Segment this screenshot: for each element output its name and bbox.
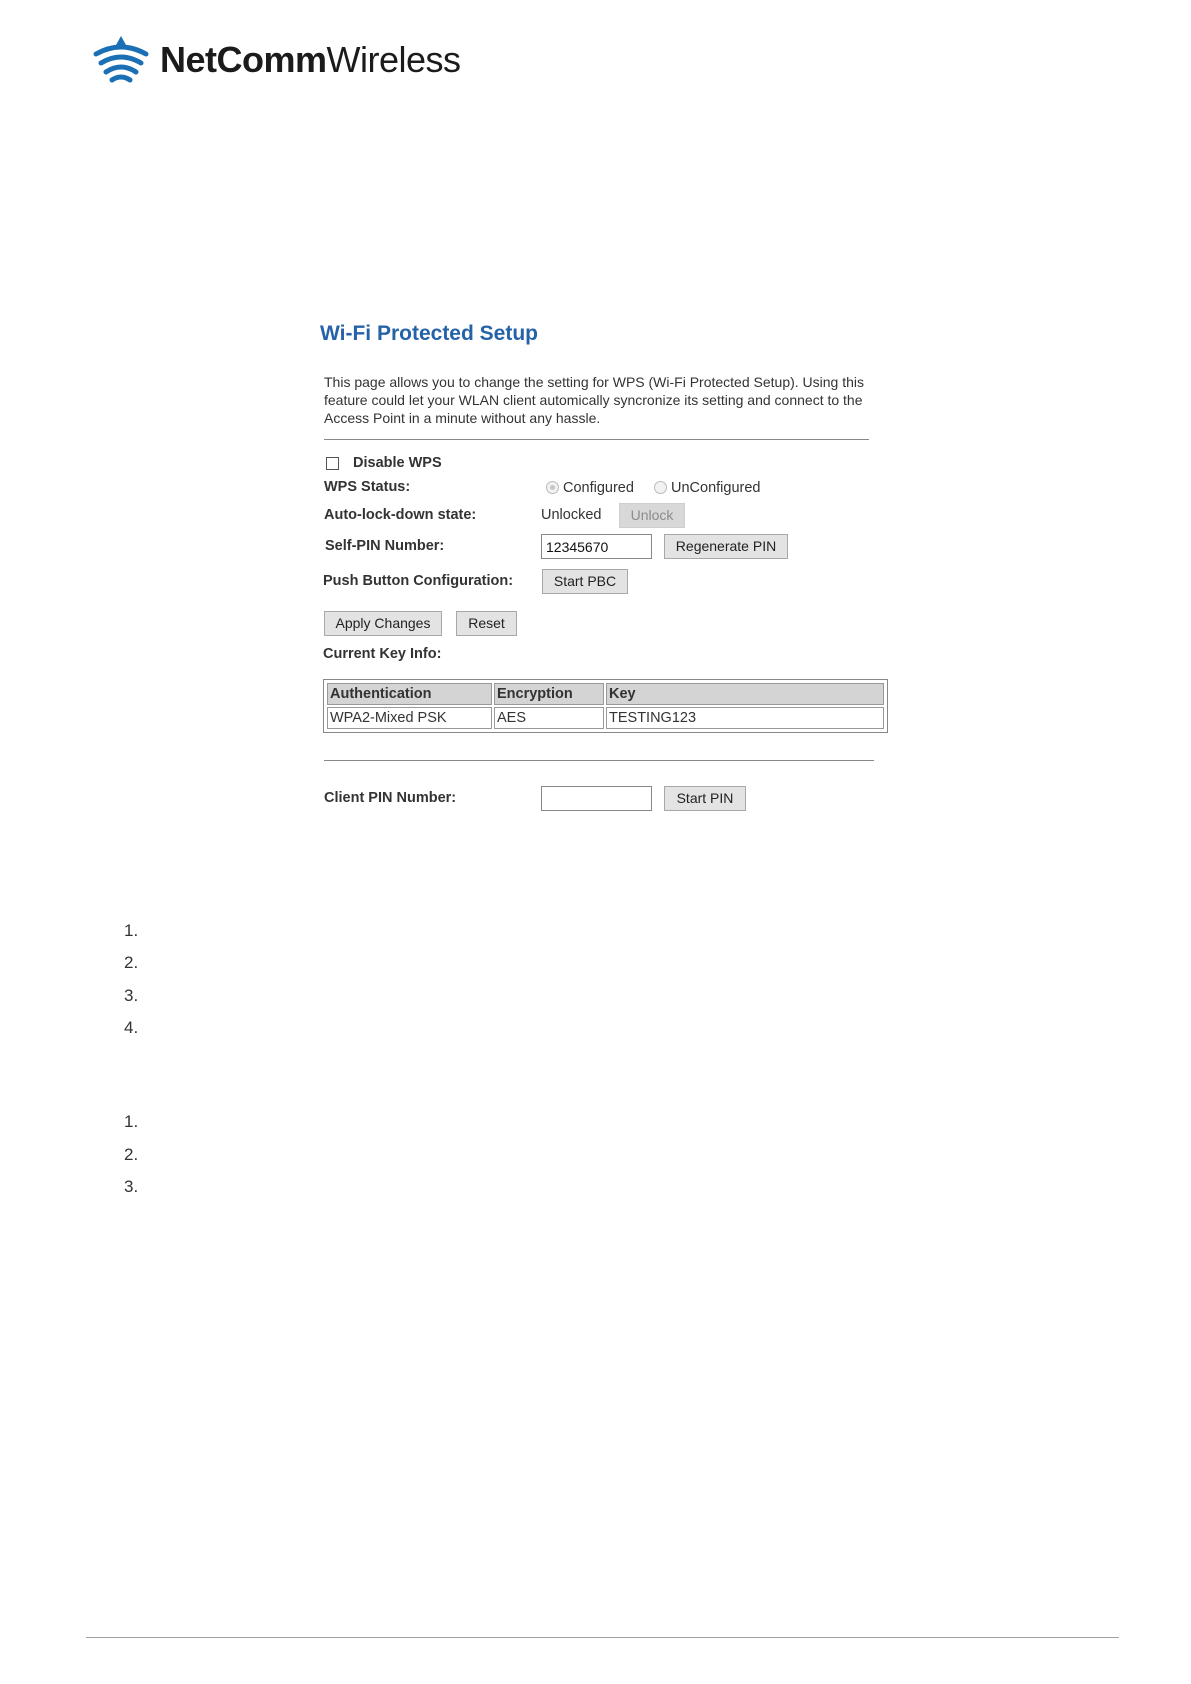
- autolock-value: Unlocked: [541, 507, 602, 523]
- table-cell-authentication: WPA2-Mixed PSK: [327, 707, 492, 729]
- pbc-label: Push Button Configuration:: [323, 573, 514, 589]
- table-header-key: Key: [606, 683, 884, 705]
- disable-wps-label: Disable WPS: [353, 455, 442, 471]
- regenerate-pin-button[interactable]: Regenerate PIN: [664, 534, 788, 559]
- current-key-label: Current Key Info:: [323, 646, 442, 662]
- self-pin-input[interactable]: [541, 534, 652, 559]
- page-description: This page allows you to change the setting for WPS (Wi-Fi Protected Setup). Using this feature could let your WLAN client automically syncronize its setting and connect to the Access Point in a minute without any hassle.: [324, 374, 865, 426]
- list-a-item-3: 3.: [124, 986, 139, 1005]
- list-a-item-2: 2.: [124, 953, 139, 972]
- table-header-authentication: Authentication: [327, 683, 492, 705]
- table-cell-encryption: AES: [494, 707, 604, 729]
- table-header-encryption: Encryption: [494, 683, 604, 705]
- table-cell-key: TESTING123: [606, 707, 884, 729]
- disable-wps-checkbox[interactable]: [326, 457, 339, 470]
- status-configured-radio[interactable]: [546, 481, 559, 494]
- brand-name-bold: NetComm: [160, 39, 327, 80]
- netcomm-logo: [92, 34, 461, 86]
- wps-status-label: WPS Status:: [324, 479, 411, 495]
- status-unconfigured-label: UnConfigured: [671, 480, 761, 496]
- list-b-item-1: 1.: [124, 1112, 139, 1131]
- status-unconfigured-radio[interactable]: [654, 481, 667, 494]
- start-pbc-button[interactable]: Start PBC: [542, 569, 628, 594]
- wifi-signal-icon: [92, 34, 150, 86]
- list-a-item-1: 1.: [124, 921, 139, 940]
- list-b-item-2: 2.: [124, 1145, 139, 1164]
- start-pin-button[interactable]: Start PIN: [664, 786, 746, 811]
- apply-changes-button[interactable]: Apply Changes: [324, 611, 442, 636]
- autolock-label: Auto-lock-down state:: [324, 507, 477, 523]
- client-pin-input[interactable]: [541, 786, 652, 811]
- key-info-table: [323, 679, 888, 733]
- list-b-item-3: 3.: [124, 1177, 139, 1196]
- status-configured-label: Configured: [563, 480, 634, 496]
- self-pin-label: Self-PIN Number:: [325, 538, 445, 554]
- footer-divider: [86, 1637, 1119, 1638]
- client-pin-label: Client PIN Number:: [324, 790, 457, 806]
- unlock-button[interactable]: Unlock: [619, 503, 685, 528]
- divider-bottom: [324, 760, 874, 761]
- divider: [324, 439, 869, 440]
- list-a-item-4: 4.: [124, 1018, 139, 1037]
- brand-name: [160, 39, 461, 80]
- page-title: Wi-Fi Protected Setup: [320, 322, 538, 345]
- reset-button[interactable]: Reset: [456, 611, 517, 636]
- brand-name-light: Wireless: [326, 39, 461, 80]
